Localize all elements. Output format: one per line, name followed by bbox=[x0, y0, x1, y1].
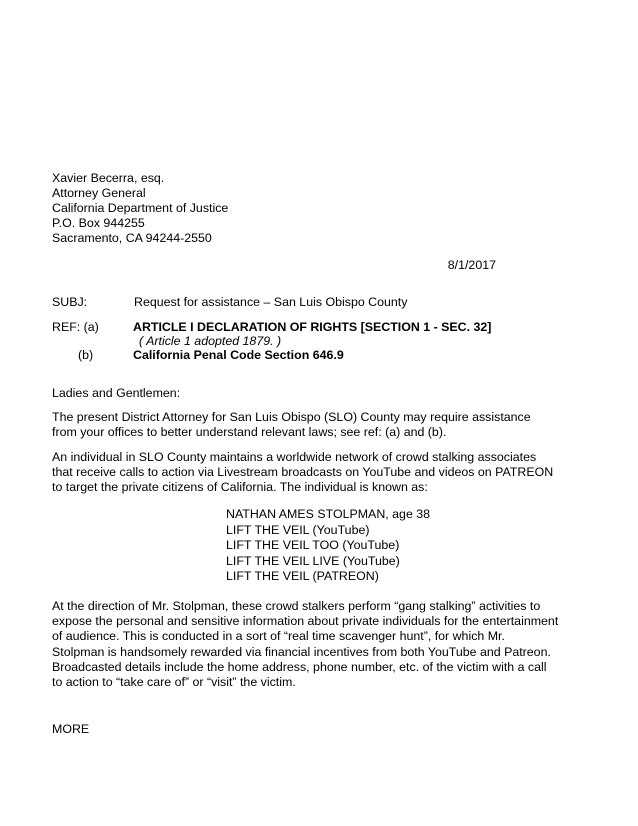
names-list-item: LIFT THE VEIL LIVE (YouTube) bbox=[226, 553, 400, 568]
subject-text: Request for assistance – San Luis Obispo County bbox=[134, 295, 408, 309]
reference-b-text: California Penal Code Section 646.9 bbox=[133, 348, 344, 362]
recipient-department: California Department of Justice bbox=[52, 201, 229, 215]
recipient-title: Attorney General bbox=[52, 186, 146, 200]
letter-date: 8/1/2017 bbox=[447, 258, 496, 272]
reference-b-label: (b) bbox=[78, 348, 94, 362]
paragraph-line: of audience. This is conducted in a sort of “real time scavenger hunt”, for which Mr. bbox=[52, 629, 505, 644]
paragraph-line: The present District Attorney for San Luis Obispo (SLO) County may require assistance bbox=[52, 410, 531, 424]
paragraph-3 bbox=[52, 599, 558, 690]
subject-label: SUBJ: bbox=[52, 295, 88, 309]
salutation: Ladies and Gentlemen: bbox=[52, 386, 181, 400]
paragraph-line: that receive calls to action via Livestream broadcasts on YouTube and videos on PATREON bbox=[52, 465, 554, 480]
paragraph-line: from your offices to better understand relevant laws; see ref: (a) and (b). bbox=[52, 425, 447, 440]
reference-a-label: REF: (a) bbox=[52, 320, 99, 334]
paragraph-line: Stolpman is handsomely rewarded via financial incentives from both YouTube and Patreon. bbox=[52, 644, 551, 659]
names-list-item: LIFT THE VEIL (YouTube) bbox=[226, 522, 370, 537]
paragraph-line: to target the private citizens of California. The individual is known as: bbox=[52, 480, 428, 495]
paragraph-line: An individual in SLO County maintains a worldwide network of crowd stalking associates bbox=[52, 450, 537, 464]
paragraph-line: to action to “take care of” or “visit” the victim. bbox=[52, 674, 296, 689]
paragraph-2 bbox=[52, 450, 553, 496]
paragraph-line: At the direction of Mr. Stolpman, these crowd stalkers perform “gang stalking” activities to bbox=[52, 599, 541, 613]
reference-a-note: ( Article 1 adopted 1879. ) bbox=[139, 334, 282, 348]
paragraph-1 bbox=[52, 410, 531, 440]
paragraph-line: expose the personal and sensitive information about private individuals for the entertainment bbox=[52, 614, 559, 629]
names-list-item: LIFT THE VEIL (PATREON) bbox=[226, 569, 379, 584]
recipient-address bbox=[52, 171, 228, 246]
recipient-po-box: P.O. Box 944255 bbox=[52, 216, 145, 230]
names-list bbox=[226, 507, 430, 585]
names-list-item: LIFT THE VEIL TOO (YouTube) bbox=[226, 538, 400, 553]
recipient-city: Sacramento, CA 94244-2550 bbox=[52, 231, 212, 245]
recipient-name: Xavier Becerra, esq. bbox=[52, 171, 165, 185]
names-list-item: NATHAN AMES STOLPMAN, age 38 bbox=[226, 507, 431, 521]
paragraph-line: Broadcasted details include the home address, phone number, etc. of the victim with a call bbox=[52, 659, 547, 674]
closing-more: MORE bbox=[52, 722, 90, 736]
reference-a-text: ARTICLE I DECLARATION OF RIGHTS [SECTION 1 - SEC. 32] bbox=[133, 320, 492, 334]
